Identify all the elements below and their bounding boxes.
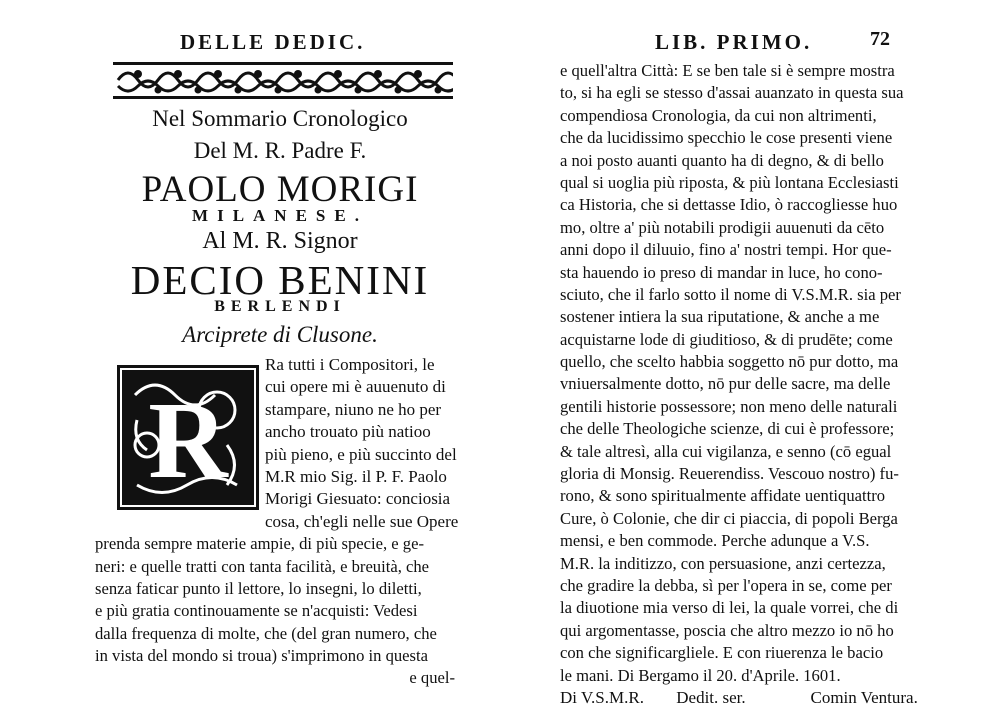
text-line: compendiosa Cronologia, da cui non altrimenti,	[560, 105, 877, 125]
text-line: e quell'altra Città: E se ben tale si è sempre mostra	[560, 61, 895, 80]
left-page	[95, 0, 465, 714]
text-line: qui argomentasse, poscia che altro mezzo io nō ho	[560, 620, 894, 640]
text-line: Cure, ò Colonie, che dir ci piaccia, di popoli Berga	[560, 508, 898, 528]
text-line: che gradire la debba, sì per l'opera in se, come per	[560, 575, 892, 595]
text-line: rono, & sono spiritualmente affidate uentiquattro	[560, 486, 886, 506]
text-line: sta hauendo io preso di mandar in luce, ho cono-	[560, 262, 883, 282]
text-line: & tale altresì, alla cui vigilanza, e senno (cō egual	[560, 441, 892, 461]
text-line: gloria di Monsig. Reuerendiss. Vescouo nostro) fu-	[560, 464, 899, 484]
running-head-left: DELLE DEDIC.	[180, 30, 366, 54]
text-line: to, si ha egli se stesso d'assai auanzato in questa sua	[560, 83, 904, 103]
text-line: la diuotione mia verso di lei, la quale vorrei, che di	[560, 598, 899, 618]
author-name: PAOLO MORIGI	[141, 169, 419, 210]
dedicatee-title: Arciprete di Clusone.	[182, 322, 378, 347]
text-line: che delle Theologiche scienze, di cui è professore;	[560, 419, 895, 439]
title-line-5: Al M. R. Signor	[202, 228, 358, 254]
left-body-text	[95, 354, 465, 690]
text-line: ancho trouato più natioo	[265, 422, 431, 442]
text-line: più pieno, e più succinto del	[265, 444, 457, 464]
text-line: a noi posto auanti quanto ha di degno, & di bello	[560, 150, 884, 170]
text-line: Ra tutti i Compositori, le	[265, 355, 435, 374]
text-line: M.R mio Sig. il P. F. Paolo	[265, 466, 447, 486]
text-line: Morigi Giesuato: conciosia	[265, 489, 451, 509]
text-line: quello, che scelto habbia soggetto nō pur dotto, ma	[560, 352, 899, 372]
text-line: le mani. Di Bergamo il 20. d'Aprile. 1601.	[560, 665, 841, 685]
text-line: mo, oltre a' più notabili prodigii auuenuti da cēto	[560, 217, 885, 237]
text-line: anni dopo il diluuio, fino a' nostri tempi. Hor que-	[560, 240, 892, 260]
decorative-headpiece	[113, 58, 453, 102]
text-line: che da lucidissimo specchio le cose presenti viene	[560, 128, 893, 148]
dedicatee-surname: BERLENDI	[214, 298, 346, 315]
text-line: in vista del mondo si troua) s'imprimono in questa	[95, 646, 428, 666]
text-line: cosa, ch'egli nelle sue Opere	[265, 511, 459, 531]
signature-name: Comin Ventura.	[810, 687, 918, 707]
running-head-right: LIB. PRIMO.	[655, 30, 813, 54]
svg-text:R: R	[148, 379, 228, 501]
text-line: senza faticar punto il lettore, lo insegni, lo diletti,	[95, 578, 422, 598]
text-line: e più gratia continouamente se n'acquisti: Vedesi	[95, 601, 418, 621]
signature-addressee: Di V.S.M.R.	[560, 687, 644, 707]
signature-line	[560, 687, 920, 709]
text-line: gentili historie possessore; non meno delle naturali	[560, 396, 898, 416]
text-line: sostener intiera la sua riputatione, & anche a me	[560, 307, 880, 327]
title-line-2: Del M. R. Padre F.	[193, 138, 367, 163]
dedicatee-name: DECIO BENINI	[130, 257, 430, 303]
text-line: prenda sempre materie ampie, di più specie, e ge-	[95, 534, 424, 554]
author-origin: MILANESE.	[192, 206, 368, 225]
page-number: 72	[870, 28, 890, 50]
text-line: sciuto, che il farlo sotto il nome di V.S.M.R. sia per	[560, 284, 901, 304]
right-page	[560, 0, 920, 714]
text-line: con che significargliele. E con riuerenza le bacio	[560, 643, 884, 663]
text-line: neri: e quelle tratti con tanta facilità, e breuità, che	[95, 556, 430, 576]
text-line: mensi, e ben commode. Perche adunque a V.S.	[560, 531, 870, 551]
text-line: stampare, niuno ne ho per	[265, 399, 442, 419]
text-line: vniuersalmente dotto, nō pur delle sacre, ma delle	[560, 374, 891, 394]
text-line: cui opere mi è auuenuto di	[265, 377, 446, 397]
text-line: dalla frequenza di molte, che (del gran numero, che	[95, 623, 437, 643]
right-body-text	[560, 60, 920, 709]
title-line-1: Nel Sommario Cronologico	[152, 106, 408, 131]
catchword: e quel-	[409, 668, 455, 688]
text-line: qual si uoglia più riposta, & più lontana Ecclesiasti	[560, 172, 899, 192]
text-line: ca Historia, che si dettasse Idio, ò raccogliesse huo	[560, 195, 898, 215]
text-line: acquistarne lode di giuditioso, & di prudēte; come	[560, 329, 893, 349]
signature-formula: Dedit. ser.	[676, 687, 746, 707]
text-line: M.R. la inditizzo, con persuasione, anzi certezza,	[560, 553, 886, 573]
